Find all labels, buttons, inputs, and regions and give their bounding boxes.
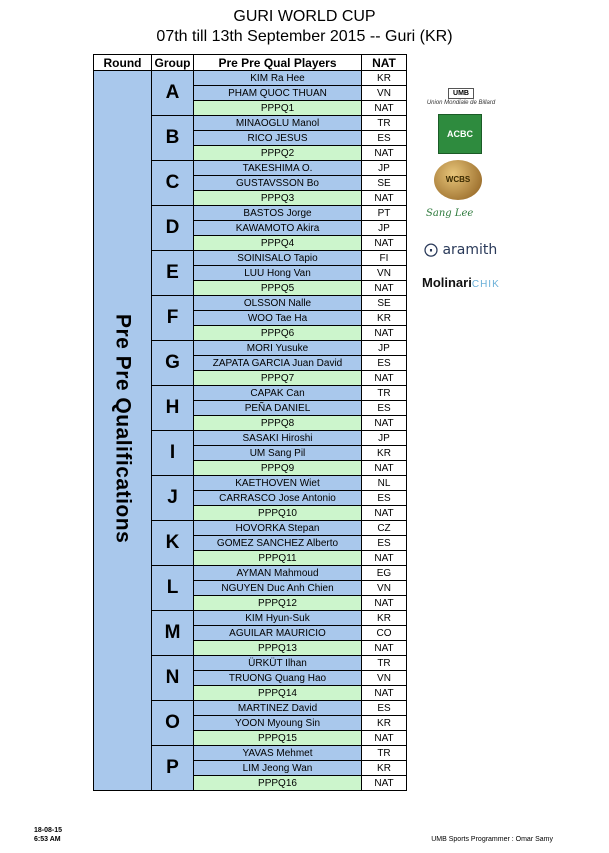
signature-logo: Sang Lee bbox=[426, 208, 474, 219]
qualifier-cell: PPPQ2 bbox=[194, 146, 362, 161]
player-cell: WOO Tae Ha bbox=[194, 311, 362, 326]
group-cell: H bbox=[152, 386, 194, 431]
player-cell: OLSSON Nalle bbox=[194, 296, 362, 311]
players-header: Pre Pre Qual Players bbox=[194, 55, 362, 71]
player-cell: AYMAN Mahmoud bbox=[194, 566, 362, 581]
player-cell: KIM Ra Hee bbox=[194, 71, 362, 86]
player-cell: SASAKI Hiroshi bbox=[194, 431, 362, 446]
group-cell: G bbox=[152, 341, 194, 386]
qualifier-cell: PPPQ11 bbox=[194, 551, 362, 566]
aramith-logo bbox=[424, 242, 497, 258]
nat-cell: KR bbox=[362, 311, 407, 326]
nat-cell: JP bbox=[362, 431, 407, 446]
player-cell: GOMEZ SANCHEZ Alberto bbox=[194, 536, 362, 551]
player-cell: TRUONG Quang Hao bbox=[194, 671, 362, 686]
nat-cell: ES bbox=[362, 401, 407, 416]
nat-cell: NAT bbox=[362, 236, 407, 251]
nat-cell: CO bbox=[362, 626, 407, 641]
player-cell: LUU Hong Van bbox=[194, 266, 362, 281]
group-header: Group bbox=[152, 55, 194, 71]
qualifier-cell: PPPQ7 bbox=[194, 371, 362, 386]
nat-cell: NAT bbox=[362, 416, 407, 431]
nat-cell: CZ bbox=[362, 521, 407, 536]
draw-table bbox=[93, 54, 407, 791]
nat-cell: SE bbox=[362, 296, 407, 311]
nat-cell: JP bbox=[362, 161, 407, 176]
nat-cell: NAT bbox=[362, 596, 407, 611]
nat-cell: NAT bbox=[362, 641, 407, 656]
player-cell: PEÑA DANIEL bbox=[194, 401, 362, 416]
player-cell: YOON Myoung Sin bbox=[194, 716, 362, 731]
molinari-logo bbox=[422, 275, 500, 290]
nat-cell: ES bbox=[362, 491, 407, 506]
group-cell: F bbox=[152, 296, 194, 341]
player-cell: ZAPATA GARCIA Juan David bbox=[194, 356, 362, 371]
group-cell: B bbox=[152, 116, 194, 161]
footer-time: 6:53 AM bbox=[34, 836, 61, 843]
footer-date: 18-08-15 bbox=[34, 827, 63, 834]
player-cell: PHAM QUOC THUAN bbox=[194, 86, 362, 101]
qualifier-cell: PPPQ3 bbox=[194, 191, 362, 206]
wcbs-ball-logo: WCBS bbox=[434, 160, 482, 200]
qualifier-cell: PPPQ4 bbox=[194, 236, 362, 251]
player-cell: TAKESHIMA O. bbox=[194, 161, 362, 176]
player-cell: AGUILAR MAURICIO bbox=[194, 626, 362, 641]
group-cell: I bbox=[152, 431, 194, 476]
nat-cell: NAT bbox=[362, 101, 407, 116]
nat-cell: JP bbox=[362, 341, 407, 356]
player-cell: CAPAK Can bbox=[194, 386, 362, 401]
nat-cell: NAT bbox=[362, 776, 407, 791]
player-cell: HOVORKA Stepan bbox=[194, 521, 362, 536]
player-cell: RICO JESUS bbox=[194, 131, 362, 146]
nat-cell: KR bbox=[362, 761, 407, 776]
round-header: Round bbox=[94, 55, 152, 71]
qualifier-cell: PPPQ9 bbox=[194, 461, 362, 476]
player-cell: SOINISALO Tapio bbox=[194, 251, 362, 266]
umb-logo bbox=[420, 82, 502, 106]
group-cell: A bbox=[152, 71, 194, 116]
qualifier-cell: PPPQ16 bbox=[194, 776, 362, 791]
group-cell: E bbox=[152, 251, 194, 296]
footer-credit: UMB Sports Programmer : Omar Samy bbox=[431, 836, 553, 843]
nat-cell: NAT bbox=[362, 371, 407, 386]
nat-cell: SE bbox=[362, 176, 407, 191]
nat-cell: NAT bbox=[362, 146, 407, 161]
group-cell: K bbox=[152, 521, 194, 566]
player-cell: UM Sang Pil bbox=[194, 446, 362, 461]
molinari-text: Molinari bbox=[422, 275, 472, 290]
group-cell: J bbox=[152, 476, 194, 521]
player-cell: BASTOS Jorge bbox=[194, 206, 362, 221]
nat-cell: NAT bbox=[362, 461, 407, 476]
group-cell: L bbox=[152, 566, 194, 611]
nat-cell: NAT bbox=[362, 686, 407, 701]
qualifier-cell: PPPQ15 bbox=[194, 731, 362, 746]
round-cell bbox=[94, 71, 152, 791]
nat-cell: KR bbox=[362, 611, 407, 626]
qualifier-cell: PPPQ6 bbox=[194, 326, 362, 341]
table-row bbox=[94, 71, 407, 86]
round-label: Pre Pre Qualifications bbox=[111, 314, 135, 544]
qualifier-cell: PPPQ1 bbox=[194, 101, 362, 116]
player-cell: CARRASCO Jose Antonio bbox=[194, 491, 362, 506]
nat-cell: NAT bbox=[362, 191, 407, 206]
group-cell: C bbox=[152, 161, 194, 206]
nat-cell: KR bbox=[362, 716, 407, 731]
player-cell: LIM Jeong Wan bbox=[194, 761, 362, 776]
nat-cell: TR bbox=[362, 386, 407, 401]
player-cell: GUSTAVSSON Bo bbox=[194, 176, 362, 191]
player-cell: NGUYEN Duc Anh Chien bbox=[194, 581, 362, 596]
nat-cell: FI bbox=[362, 251, 407, 266]
player-cell: KIM Hyun-Suk bbox=[194, 611, 362, 626]
qualifier-cell: PPPQ13 bbox=[194, 641, 362, 656]
page-title: GURI WORLD CUP bbox=[233, 8, 376, 25]
table-header-row bbox=[94, 55, 407, 71]
player-cell: MORI Yusuke bbox=[194, 341, 362, 356]
group-cell: D bbox=[152, 206, 194, 251]
qualifier-cell: PPPQ12 bbox=[194, 596, 362, 611]
umb-subtitle: Union Mondiale de Billard bbox=[426, 100, 496, 106]
nat-cell: VN bbox=[362, 266, 407, 281]
player-cell: MARTINEZ David bbox=[194, 701, 362, 716]
nat-header: NAT bbox=[362, 55, 407, 71]
group-cell: M bbox=[152, 611, 194, 656]
player-cell: YAVAS Mehmet bbox=[194, 746, 362, 761]
nat-cell: JP bbox=[362, 221, 407, 236]
umb-badge: UMB bbox=[448, 88, 474, 99]
nat-cell: NAT bbox=[362, 326, 407, 341]
nat-cell: NAT bbox=[362, 281, 407, 296]
player-cell: KAWAMOTO Akira bbox=[194, 221, 362, 236]
nat-cell: NAT bbox=[362, 731, 407, 746]
nat-cell: KR bbox=[362, 71, 407, 86]
qualifier-cell: PPPQ5 bbox=[194, 281, 362, 296]
nat-cell: KR bbox=[362, 446, 407, 461]
qualifier-cell: PPPQ14 bbox=[194, 686, 362, 701]
draw-body bbox=[94, 71, 407, 791]
player-cell: MINAOGLU Manol bbox=[194, 116, 362, 131]
nat-cell: ES bbox=[362, 356, 407, 371]
player-cell: KAETHOVEN Wiet bbox=[194, 476, 362, 491]
nat-cell: NL bbox=[362, 476, 407, 491]
nat-cell: ES bbox=[362, 536, 407, 551]
molinari-suffix: CHIK bbox=[471, 279, 500, 290]
nat-cell: ES bbox=[362, 701, 407, 716]
acbc-logo: ACBC bbox=[438, 114, 482, 154]
nat-cell: TR bbox=[362, 656, 407, 671]
nat-cell: NAT bbox=[362, 506, 407, 521]
nat-cell: EG bbox=[362, 566, 407, 581]
aramith-text: aramith bbox=[442, 242, 498, 258]
qualifier-cell: PPPQ8 bbox=[194, 416, 362, 431]
nat-cell: TR bbox=[362, 116, 407, 131]
group-cell: N bbox=[152, 656, 194, 701]
nat-cell: VN bbox=[362, 581, 407, 596]
player-cell: ÜRKÜT Ilhan bbox=[194, 656, 362, 671]
group-cell: P bbox=[152, 746, 194, 791]
aramith-icon: ⨀ bbox=[424, 242, 438, 258]
nat-cell: VN bbox=[362, 671, 407, 686]
group-cell: O bbox=[152, 701, 194, 746]
nat-cell: VN bbox=[362, 86, 407, 101]
nat-cell: TR bbox=[362, 746, 407, 761]
nat-cell: ES bbox=[362, 131, 407, 146]
nat-cell: PT bbox=[362, 206, 407, 221]
page-subtitle: 07th till 13th September 2015 -- Guri (KR) bbox=[156, 28, 453, 45]
qualifier-cell: PPPQ10 bbox=[194, 506, 362, 521]
nat-cell: NAT bbox=[362, 551, 407, 566]
